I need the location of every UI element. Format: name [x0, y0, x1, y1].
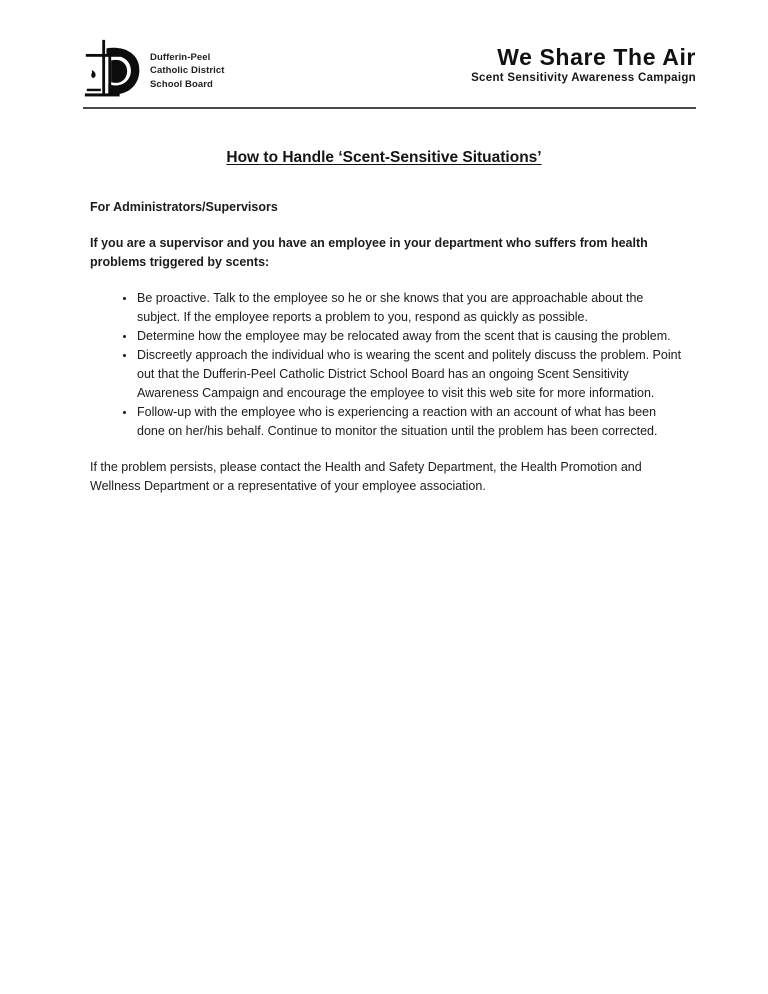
board-name: [150, 38, 225, 91]
board-name-line: School Board: [150, 78, 213, 90]
audience-heading: For Administrators/Supervisors: [90, 200, 278, 214]
campaign-header: [471, 38, 696, 84]
bullet-item: • Discreetly approach the individual who is wearing the scent and politely discuss the problem. Point out that the Dufferin-Peel Catholic District School Board has an ongoing Scent Sensitivity Awareness Campaign and encourage the employee to visit this web site for more information.: [136, 346, 683, 403]
campaign-title: We Share The Air: [497, 44, 696, 70]
bullet-item: • Determine how the employee may be relocated away from the scent that is causing the problem.: [136, 327, 683, 346]
closing-paragraph: If the problem persists, please contact the Health and Safety Department, the Health Promotion and Wellness Department or a representative of your employee association.: [90, 460, 642, 493]
bullet-item: • Be proactive. Talk to the employee so he or she knows that you are approachable about the subject. If the employee reports a problem to you, respond as quickly as possible.: [136, 289, 683, 327]
board-name-line: Dufferin-Peel: [150, 52, 211, 63]
letterhead: [83, 38, 696, 109]
bullet-item: • Follow-up with the employee who is experiencing a reaction with an account of what has been done on her/his behalf. Continue to monitor the situation until the problem has been corrected.: [136, 403, 683, 441]
dufferin-peel-logo-icon: [83, 38, 145, 100]
document-title: [0, 149, 768, 167]
document-title-text: How to Handle ‘Scent-Sensitive Situations’: [226, 149, 542, 166]
board-name-line: Catholic District: [150, 65, 225, 77]
intro-paragraph: If you are a supervisor and you have an employee in your department who suffers from health problems triggered by scents:: [90, 236, 648, 269]
campaign-subtitle: Scent Sensitivity Awareness Campaign: [471, 72, 696, 85]
board-logo-block: [83, 38, 225, 100]
document-body: [90, 198, 682, 496]
guidance-bullet-list: [90, 289, 682, 441]
